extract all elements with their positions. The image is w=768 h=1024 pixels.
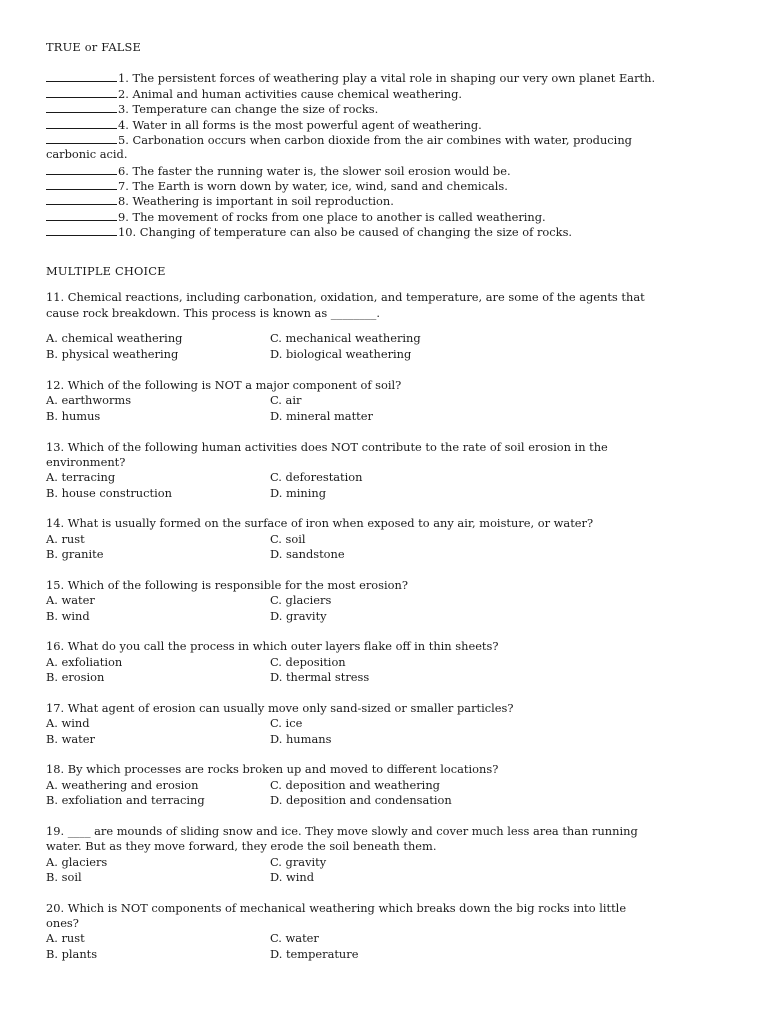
mc-option-c[interactable]: C. deforestation [270, 470, 363, 484]
mc-option-d[interactable]: D. sandstone [270, 547, 345, 561]
mc-option-d[interactable]: D. mineral matter [270, 409, 373, 423]
mc-question-13-line-1: 13. Which of the following human activities does NOT contribute to the rate of soil erosion in the [46, 440, 608, 454]
mc-option-c[interactable]: C. ice [270, 716, 303, 730]
answer-blank[interactable] [46, 178, 117, 190]
answer-blank[interactable] [46, 86, 117, 98]
tf-item-1: 1. The persistent forces of weathering play a vital role in shaping our very own planet Earth. [46, 70, 655, 86]
mc-question-19-line-1: 19. ____ are mounds of sliding snow and ice. They move slowly and cover much less area than running [46, 824, 638, 838]
answer-blank[interactable] [46, 209, 117, 221]
mc-option-b[interactable]: B. soil [46, 870, 82, 884]
mc-option-c[interactable]: C. deposition and weathering [270, 778, 440, 792]
mc-option-a[interactable]: A. water [46, 593, 95, 607]
mc-option-a[interactable]: A. weathering and erosion [46, 778, 199, 792]
mc-question-19-line-2: water. But as they move forward, they erode the soil beneath them. [46, 839, 437, 853]
mc-option-a[interactable]: A. earthworms [46, 393, 132, 407]
mc-option-d[interactable]: D. thermal stress [270, 670, 370, 684]
answer-blank[interactable] [46, 163, 117, 175]
mc-option-a[interactable]: A. exfoliation [46, 655, 123, 669]
tf-item-9: 9. The movement of rocks from one place to another is called weathering. [46, 209, 546, 225]
mc-option-c[interactable]: C. mechanical weathering [270, 331, 421, 345]
tf-item-7: 7. The Earth is worn down by water, ice, wind, sand and chemicals. [46, 178, 508, 194]
mc-option-b[interactable]: B. granite [46, 547, 104, 561]
mc-option-a[interactable]: A. chemical weathering [46, 331, 183, 345]
mc-option-c[interactable]: C. water [270, 931, 319, 945]
tf-item-3: 3. Temperature can change the size of rocks. [46, 101, 378, 117]
mc-option-d[interactable]: D. temperature [270, 947, 359, 961]
mc-option-b[interactable]: B. house construction [46, 486, 172, 500]
tf-item-4: 4. Water in all forms is the most powerful agent of weathering. [46, 117, 482, 133]
mc-option-a[interactable]: A. terracing [46, 470, 116, 484]
tf-item-6: 6. The faster the running water is, the slower soil erosion would be. [46, 163, 511, 179]
mc-option-b[interactable]: B. humus [46, 409, 101, 423]
mc-option-b[interactable]: B. plants [46, 947, 98, 961]
mc-option-c[interactable]: C. gravity [270, 855, 327, 869]
answer-blank[interactable] [46, 101, 117, 113]
mc-option-b[interactable]: B. wind [46, 609, 90, 623]
mc-option-d[interactable]: D. gravity [270, 609, 327, 623]
mc-option-d[interactable]: D. wind [270, 870, 314, 884]
mc-option-c[interactable]: C. soil [270, 532, 306, 546]
mc-option-b[interactable]: B. physical weathering [46, 347, 179, 361]
mc-option-a[interactable]: A. wind [46, 716, 90, 730]
mc-heading: MULTIPLE CHOICE [46, 264, 166, 278]
mc-option-a[interactable]: A. glaciers [46, 855, 108, 869]
mc-question-14: 14. What is usually formed on the surface of iron when exposed to any air, moisture, or water? [46, 516, 594, 530]
mc-question-12: 12. Which of the following is NOT a major component of soil? [46, 378, 402, 392]
mc-option-a[interactable]: A. rust [46, 532, 85, 546]
tf-item-10: 10. Changing of temperature can also be caused of changing the size of rocks. [46, 224, 572, 240]
mc-option-d[interactable]: D. deposition and condensation [270, 793, 452, 807]
mc-question-13-line-2: environment? [46, 455, 126, 469]
tf-item-5-continued: carbonic acid. [46, 147, 128, 161]
mc-question-17: 17. What agent of erosion can usually move only sand-sized or smaller particles? [46, 701, 514, 715]
mc-option-b[interactable]: B. erosion [46, 670, 105, 684]
mc-option-c[interactable]: C. air [270, 393, 302, 407]
tf-item-5: 5. Carbonation occurs when carbon dioxide from the air combines with water, producing [46, 132, 632, 148]
answer-blank[interactable] [46, 132, 117, 144]
mc-question-11-line-2: cause rock breakdown. This process is known as ________. [46, 306, 380, 320]
mc-option-d[interactable]: D. mining [270, 486, 327, 500]
answer-blank[interactable] [46, 70, 117, 82]
tf-item-2: 2. Animal and human activities cause chemical weathering. [46, 86, 462, 102]
mc-question-18: 18. By which processes are rocks broken up and moved to different locations? [46, 762, 499, 776]
answer-blank[interactable] [46, 117, 117, 129]
mc-question-16: 16. What do you call the process in which outer layers flake off in thin sheets? [46, 639, 499, 653]
answer-blank[interactable] [46, 193, 117, 205]
mc-option-c[interactable]: C. deposition [270, 655, 346, 669]
tf-heading: TRUE or FALSE [46, 40, 142, 54]
mc-option-b[interactable]: B. exfoliation and terracing [46, 793, 205, 807]
mc-option-b[interactable]: B. water [46, 732, 95, 746]
mc-option-d[interactable]: D. humans [270, 732, 332, 746]
mc-option-a[interactable]: A. rust [46, 931, 85, 945]
mc-question-11-line-1: 11. Chemical reactions, including carbonation, oxidation, and temperature, are some of the agents that [46, 290, 645, 304]
mc-option-c[interactable]: C. glaciers [270, 593, 332, 607]
tf-item-8: 8. Weathering is important in soil reproduction. [46, 193, 394, 209]
mc-option-d[interactable]: D. biological weathering [270, 347, 412, 361]
mc-question-20-line-1: 20. Which is NOT components of mechanical weathering which breaks down the big rocks into little [46, 901, 627, 915]
mc-question-20-line-2: ones? [46, 916, 79, 930]
answer-blank[interactable] [46, 224, 117, 236]
mc-question-15: 15. Which of the following is responsible for the most erosion? [46, 578, 408, 592]
